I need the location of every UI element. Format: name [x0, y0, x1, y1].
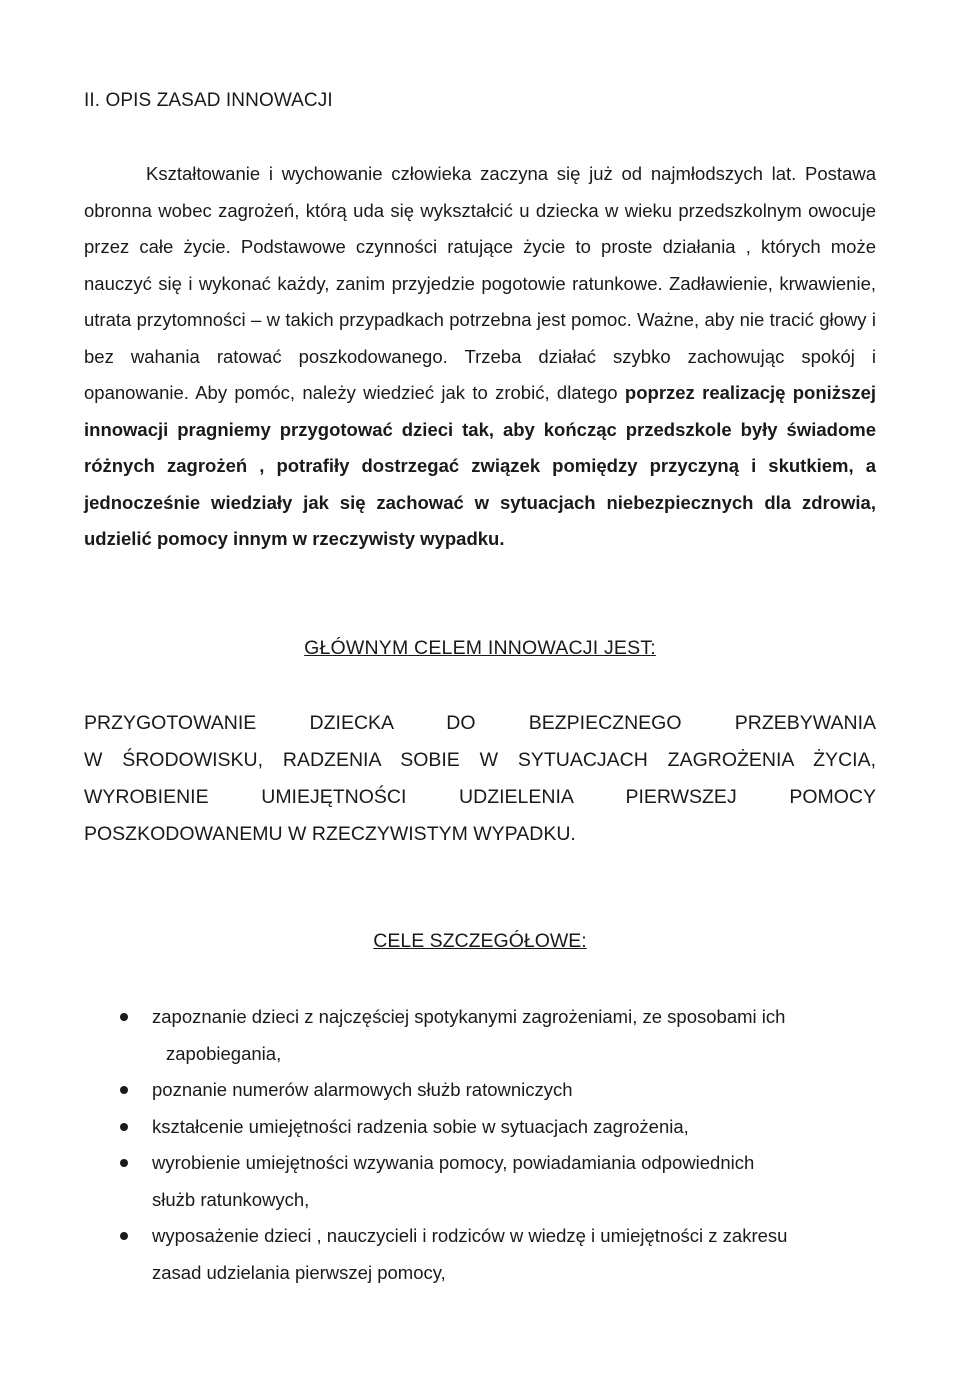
bullet-icon [120, 1159, 128, 1167]
list-item-continuation: służb ratunkowych, [152, 1188, 310, 1210]
list-item [120, 1145, 876, 1218]
specific-goals-list [120, 999, 876, 1291]
section-title: II. OPIS ZASAD INNOWACJI [84, 90, 333, 111]
list-item [120, 999, 876, 1072]
bullet-icon [120, 1123, 128, 1131]
list-item-continuation: zasad udzielania pierwszej pomocy, [152, 1261, 446, 1283]
goal-line: WYROBIENIE UMIEJĘTNOŚCI UDZIELENIA PIERWSZEJ POMOCY [84, 786, 876, 808]
goal-line: PRZYGOTOWANIE DZIECKA DO BEZPIECZNEGO PRZEBYWANIA [84, 712, 876, 734]
list-item-text: zapoznanie dzieci z najczęściej spotykanymi zagrożeniami, ze sposobami ich [152, 1006, 786, 1027]
bullet-icon [120, 1086, 128, 1094]
intro-paragraph [84, 156, 876, 558]
goal-line: POSZKODOWANEMU W RZECZYWISTYM WYPADKU. [84, 823, 576, 845]
list-item [120, 1218, 876, 1291]
list-item [120, 1072, 876, 1109]
specific-goals-heading: CELE SZCZEGÓŁOWE: [373, 930, 587, 952]
list-item-text: kształcenie umiejętności radzenia sobie w sytuacjach zagrożenia, [152, 1115, 689, 1137]
main-goal-heading: GŁÓWNYM CELEM INNOWACJI JEST: [304, 637, 656, 659]
goal-line: W ŚRODOWISKU, RADZENIA SOBIE W SYTUACJACH ZAGROŻENIA ŻYCIA, [84, 749, 876, 771]
list-item [120, 1109, 876, 1146]
intro-text: Kształtowanie i wychowanie człowieka zaczyna się już od najmłodszych lat. Postawa obronna wobec zagrożeń, którą uda się wykształcić u dziecka w wieku przedszkolnym owocuje przez całe życie. Podstawowe czynności ratujące życie to proste działania , których może nauczyć się i wykonać każdy, zanim przyjedzie pogotowie ratunkowe. Zadławienie, krwawienie, utrata przytomności – w takich przypadkach potrzebna jest pomoc. Ważne, aby nie tracić głowy i bez wahania ratować poszkodowanego. Trzeba działać szybko zachowując spokój i opanowanie. Aby pomóc, należy wiedzieć jak to zrobić, dlatego [84, 163, 876, 403]
bullet-icon [120, 1013, 128, 1021]
list-item-text: wyrobienie umiejętności wzywania pomocy, powiadamiania odpowiednich [152, 1152, 755, 1173]
list-item-text: wyposażenie dzieci , nauczycieli i rodziców w wiedzę i umiejętności z zakresu [152, 1225, 788, 1246]
intro-bold-text: poprzez realizację poniższej innowacji pragniemy przygotować dzieci tak, aby kończąc przedszkole były świadome różnych zagrożeń , potrafiły dostrzegać związek pomiędzy przyczyną i skutkiem, a jednocześnie wiedziały jak się zachować w sytuacjach niebezpiecznych dla zdrowia, udzielić pomocy innym w rzeczywisty wypadku. [84, 382, 877, 549]
main-goal-text [84, 705, 876, 853]
list-item-continuation: zapobiegania, [166, 1042, 282, 1064]
list-item-text: poznanie numerów alarmowych służb ratowniczych [152, 1079, 573, 1100]
bullet-icon [120, 1232, 128, 1240]
